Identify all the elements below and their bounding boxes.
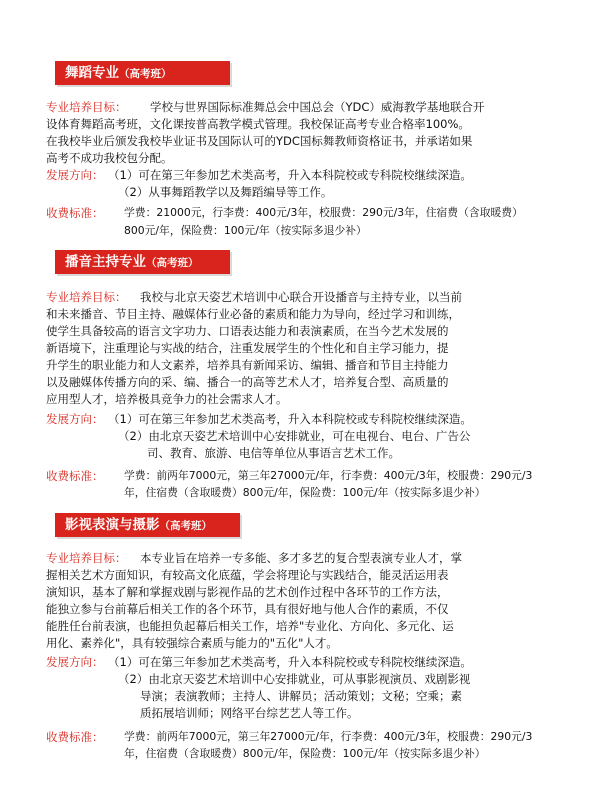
fee-line: 学费：前两年7000元，第三年27000元/年，行李费：400元/3年，校服费：290元/3	[124, 730, 533, 743]
goal-line: 在我校毕业后颁发我校毕业证书及国际认可的YDC国标舞教师资格证书，并承诺如果	[46, 134, 473, 148]
fee-line: 年，住宿费（含取暖费）800元/年，保险费：100元/年（按实际多退少补）	[124, 747, 486, 760]
direction-line: 质拓展培训师；网络平台综艺艺人等工作。	[140, 706, 359, 720]
banner-broadcasting	[55, 250, 230, 274]
fee-line: 学费：21000元，行李费：400元/3年，校服费：290元/3年，住宿费（含取暖费）	[124, 206, 523, 219]
banner-film-acting	[55, 513, 240, 537]
banner-tag: （高考班）	[146, 257, 199, 269]
goal-line: 和未来播音、节目主持、融媒体行业必备的素质和能力为导向，经过学习和训练，	[46, 307, 460, 321]
fee-line: 800元/年，保险费：100元/年（按实际多退少补）	[124, 224, 367, 237]
banner-title: 播音主持专业	[65, 254, 146, 270]
goal-line: 本专业旨在培养一专多能、多才多艺的复合型表演专业人才，掌	[140, 551, 462, 565]
banner-tag: （高考班）	[159, 520, 212, 532]
direction-line: 导演；表演教师；主持人、讲解员；活动策划；文秘；空乘；素	[140, 689, 462, 703]
goal-label: 专业培养目标：	[46, 290, 127, 304]
goal-line: 我校与北京天姿艺术培训中心联合开设播音与主持专业，以当前	[140, 290, 462, 304]
goal-line: 使学生具备较高的语言文字功力、口语表达能力和表演素质，在当今艺术发展的	[46, 324, 449, 338]
goal-line: 学校与世界国际标准舞总会中国总会（YDC）威海教学基地联合开	[150, 100, 485, 114]
direction-label: 发展方向：	[46, 412, 104, 426]
banner-title: 舞蹈专业	[65, 65, 119, 81]
goal-line: 演知识，基本了解和掌握戏剧与影视作品的艺术创作过程中各环节的工作方法，	[46, 585, 449, 599]
fee-label: 收费标准：	[46, 206, 104, 220]
goal-line: 能胜任台前表演，也能担负起幕后相关工作，培养"专业化、方向化、多元化、运	[46, 619, 454, 633]
banner-title: 影视表演与摄影	[65, 517, 160, 533]
fee-label: 收费标准：	[46, 469, 104, 483]
banner-dance	[55, 61, 230, 85]
goal-line: 能独立参与台前幕后相关工作的各个环节，具有很好地与他人合作的素质，不仅	[46, 602, 449, 616]
direction-line: （2）由北京天姿艺术培训中心安排就业，可在电视台、电台、广告公	[118, 429, 471, 443]
goal-label: 专业培养目标：	[46, 551, 127, 565]
goal-line: 应用型人才，培养极具竞争力的社会需求人才。	[46, 392, 288, 406]
direction-label: 发展方向：	[46, 168, 104, 182]
goal-line: 新语境下，注重理论与实战的结合，注重发展学生的个性化和自主学习能力，提	[46, 341, 449, 355]
fee-line: 学费：前两年7000元，第三年27000元/年，行李费：400元/3年，校服费：290元/3	[124, 469, 533, 482]
goal-line: 升学生的职业能力和人文素养，培养具有新闻采访、编辑、播音和节目主持能力	[46, 358, 449, 372]
goal-line: 以及融媒体传播方向的采、编、播合一的高等艺术人才，培养复合型、高质量的	[46, 375, 449, 389]
goal-line: 高考不成功我校包分配。	[46, 151, 173, 165]
goal-line: 设体育舞蹈高考班，文化课按普高教学模式管理。我校保证高考专业合格率100%。	[46, 117, 470, 131]
direction-line: 司、教育、旅游、电信等单位从事语言艺术工作。	[147, 446, 400, 460]
direction-line: （2）从事舞蹈教学以及舞蹈编导等工作。	[118, 185, 333, 199]
goal-label: 专业培养目标：	[46, 100, 127, 114]
direction-line: （1）可在第三年参加艺术类高考，升入本科院校或专科院校继续深造。	[108, 168, 472, 182]
goal-line: 用化、素养化"，具有较强综合素质与能力的"五化"人才。	[46, 636, 338, 650]
direction-line: （1）可在第三年参加艺术类高考，升入本科院校或专科院校继续深造。	[108, 412, 472, 426]
banner-tag: （高考班）	[119, 68, 172, 80]
direction-line: （1）可在第三年参加艺术类高考，升入本科院校或专科院校继续深造。	[108, 655, 472, 669]
direction-label: 发展方向：	[46, 655, 104, 669]
fee-line: 年，住宿费（含取暖费）800元/年，保险费：100元/年（按实际多退少补）	[124, 486, 486, 499]
direction-line: （2）由北京天姿艺术培训中心安排就业，可从事影视演员、戏剧影视	[118, 672, 471, 686]
goal-line: 握相关艺术方面知识，有较高文化底蕴，学会将理论与实践结合，能灵活运用表	[46, 568, 449, 582]
fee-label: 收费标准：	[46, 730, 104, 744]
